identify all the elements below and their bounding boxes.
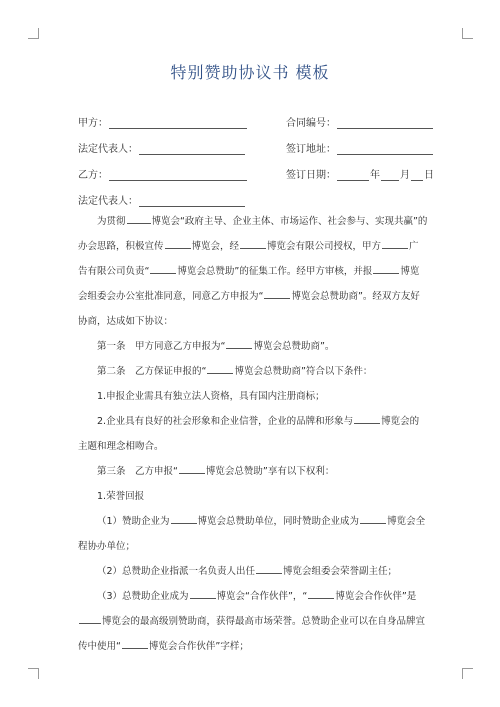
sign-place-label: 签订地址： xyxy=(286,144,336,155)
right-1-2: （2）总赞助企业指派一名负责人出任 博览会组委会荣誉副主任； xyxy=(78,559,428,584)
condition-2: 2.企业具有良好的社会形象和企业信誉，企业的品牌和形象与 博览会的主题和理念相吻合。 xyxy=(78,409,428,459)
legal-rep-a-label: 法定代表人： xyxy=(78,144,138,155)
sign-month-blank[interactable] xyxy=(381,169,399,181)
article-3: 第三条 乙方申报“ 博览会总赞助”享有以下权利： xyxy=(78,459,428,484)
year-label: 年 xyxy=(370,170,380,181)
sign-day-blank[interactable] xyxy=(411,169,423,181)
page-corner-mark-top-right xyxy=(462,28,473,39)
party-b-field xyxy=(78,166,248,181)
condition-1: 1.申报企业需具有独立法人资格，具有国内注册商标； xyxy=(97,391,325,402)
party-a-label: 甲方： xyxy=(78,118,108,129)
legal-rep-a-field xyxy=(78,140,246,155)
page-corner-mark-bottom-right xyxy=(462,668,473,679)
article-1: 第一条 甲方同意乙方申报为“ 博览会总赞助商”。 xyxy=(78,334,428,359)
page-corner-mark-bottom-left xyxy=(28,668,39,679)
day-label: 日 xyxy=(424,170,434,181)
sign-place-blank[interactable] xyxy=(337,143,433,155)
party-a-field xyxy=(78,114,248,129)
article-2: 第二条 乙方保证申报的“ 博览会总赞助商”符合以下条件： xyxy=(78,359,428,384)
right-1-3: （3）总赞助企业成为 博览会“合作伙伴”，“ 博览会合作伙伴”是博览会的最高级别赞助商，获得最高市场荣誉。总赞助企业可以在自身品牌宣传中使用“ 博览会合作伙伴”字样； xyxy=(78,584,428,659)
contract-no-label: 合同编号： xyxy=(286,118,336,129)
page-corner-mark-top-left xyxy=(28,28,39,39)
legal-rep-b-field xyxy=(78,192,246,207)
legal-rep-b-label: 法定代表人： xyxy=(78,196,138,207)
sign-date-field xyxy=(286,166,434,181)
legal-rep-a-blank[interactable] xyxy=(139,143,245,155)
legal-rep-b-blank[interactable] xyxy=(139,195,245,207)
month-label: 月 xyxy=(400,170,410,181)
intro-paragraph: 为贯彻 博览会“政府主导、企业主体、市场运作、社会参与、实现共赢”的办会思路，积极宣传 博览会，经 博览会有限公司授权，甲方 广告有限公司负责“ 博览会总赞助”的征集工作。经甲方审核，并报 博览会组委会办公室批准同意，同意乙方申报为“ 博览会总赞助商”。经双方友好协商，达成如下协议： xyxy=(78,209,428,334)
party-b-blank[interactable] xyxy=(109,169,247,181)
sign-date-label: 签订日期： xyxy=(286,170,336,181)
document-title: 特别赞助协议书 模板 xyxy=(170,63,330,82)
contract-no-blank[interactable] xyxy=(337,117,433,129)
sign-year-blank[interactable] xyxy=(337,169,369,181)
right-1-1: （1）赞助企业为 博览会总赞助单位，同时赞助企业成为 博览会全程协办单位； xyxy=(78,509,428,559)
rights-heading: 1.荣誉回报 xyxy=(97,491,145,502)
party-a-blank[interactable] xyxy=(109,117,247,129)
agreement-body xyxy=(78,209,428,659)
contract-no-field xyxy=(286,114,434,129)
party-b-label: 乙方： xyxy=(78,170,108,181)
sign-place-field xyxy=(286,140,434,155)
